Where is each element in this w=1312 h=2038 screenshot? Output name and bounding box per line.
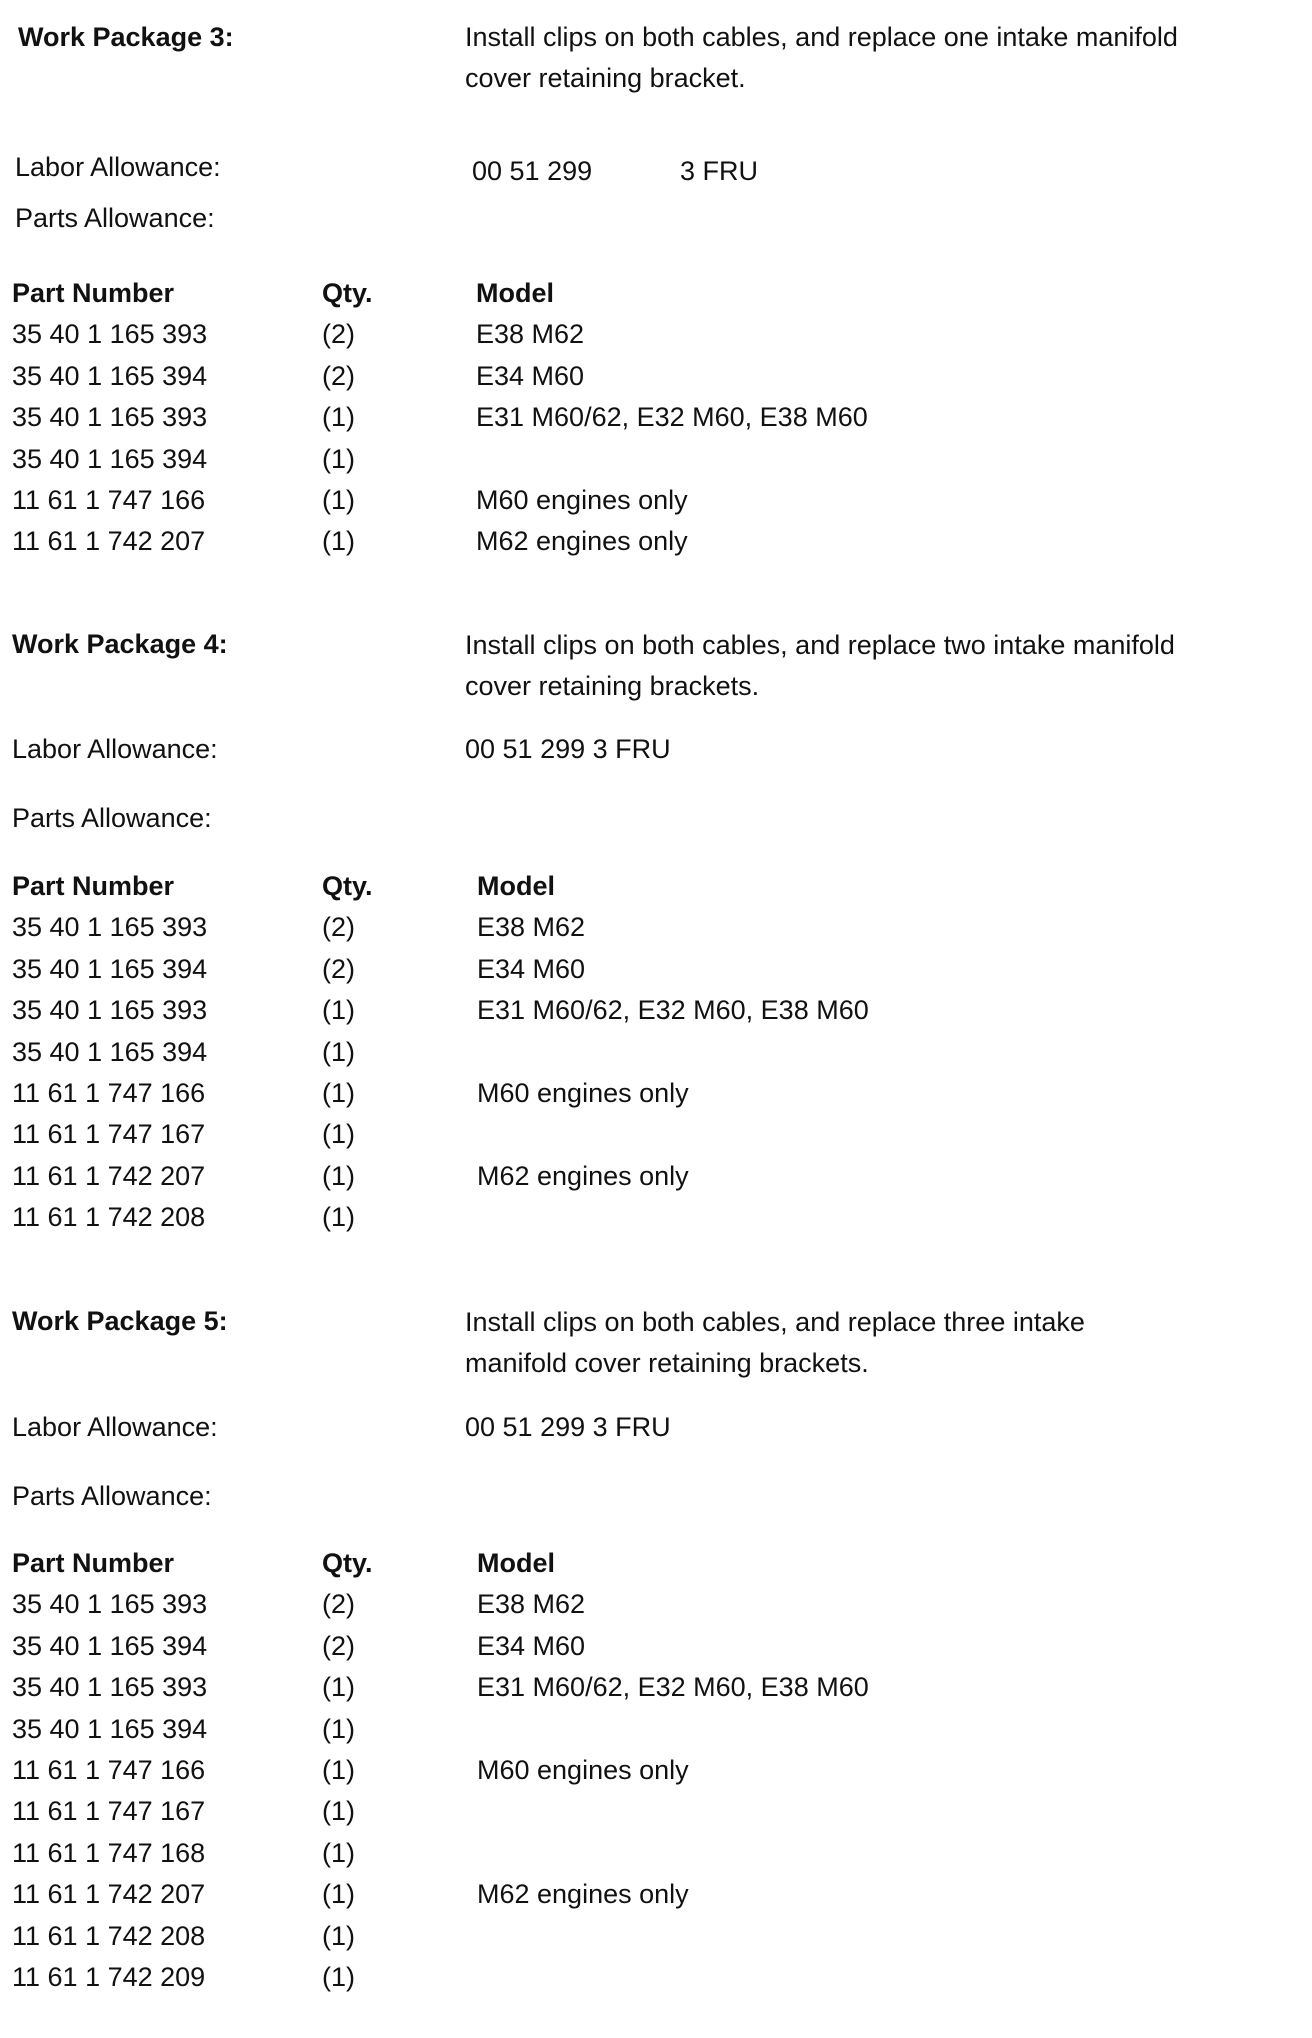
labor-fru: 3 FRU xyxy=(680,156,759,186)
model-cell: M62 engines only xyxy=(477,1879,689,1910)
labor-code: 00 51 299 xyxy=(472,156,593,186)
model-cell: E38 M62 xyxy=(477,1589,586,1620)
table-row xyxy=(12,1197,1212,1238)
parts-allowance-label: Parts Allowance: xyxy=(15,203,215,233)
table-row xyxy=(12,1709,1212,1750)
parts-table xyxy=(12,866,1212,1239)
qty-cell: (1) xyxy=(322,526,355,557)
table-row xyxy=(12,1073,1212,1114)
qty-cell: (2) xyxy=(322,360,355,391)
package-description xyxy=(465,625,1265,707)
description-line: Install clips on both cables, and replace three intake xyxy=(465,1307,1085,1337)
column-header-model: Model xyxy=(477,871,555,901)
qty-cell: (1) xyxy=(322,1119,355,1150)
package-description xyxy=(465,1302,1265,1384)
model-cell: E34 M60 xyxy=(477,1630,586,1661)
labor-allowance-label: Labor Allowance: xyxy=(15,152,221,182)
part-number-cell: 35 40 1 165 394 xyxy=(12,1713,208,1744)
qty-cell: (1) xyxy=(322,1036,355,1067)
model-cell: M60 engines only xyxy=(477,1754,689,1785)
part-number-cell: 11 61 1 747 167 xyxy=(12,1119,206,1150)
model-cell: M62 engines only xyxy=(476,526,688,557)
description-line: cover retaining bracket. xyxy=(465,63,746,93)
table-row xyxy=(12,1750,1212,1791)
parts-table xyxy=(12,273,1212,563)
model-cell: M60 engines only xyxy=(476,484,688,515)
qty-cell: (2) xyxy=(322,1589,355,1620)
column-header-part-number: Part Number xyxy=(12,278,175,308)
labor-value: 00 51 299 3 FRU xyxy=(465,1412,671,1442)
qty-cell: (1) xyxy=(322,1160,355,1191)
qty-cell: (2) xyxy=(322,1630,355,1661)
table-row xyxy=(12,949,1212,990)
model-cell: E34 M60 xyxy=(477,953,586,984)
qty-cell: (1) xyxy=(322,1961,355,1992)
qty-cell: (1) xyxy=(322,1672,355,1703)
part-number-cell: 35 40 1 165 393 xyxy=(12,1589,208,1620)
table-row xyxy=(12,356,1212,397)
table-row xyxy=(12,1032,1212,1073)
description-line: cover retaining brackets. xyxy=(465,671,760,701)
package-title: Work Package 3: xyxy=(18,22,234,52)
qty-cell: (1) xyxy=(322,1920,355,1951)
part-number-cell: 11 61 1 742 207 xyxy=(12,1160,206,1191)
part-number-cell: 35 40 1 165 394 xyxy=(12,1036,208,1067)
column-header-model: Model xyxy=(476,278,554,308)
model-cell: M60 engines only xyxy=(477,1077,689,1108)
table-row xyxy=(12,1916,1212,1957)
package-title: Work Package 5: xyxy=(12,1306,228,1336)
part-number-cell: 35 40 1 165 393 xyxy=(12,319,208,350)
qty-cell: (2) xyxy=(322,912,355,943)
parts-allowance-label: Parts Allowance: xyxy=(12,803,212,833)
model-cell: M62 engines only xyxy=(477,1160,689,1191)
part-number-cell: 35 40 1 165 393 xyxy=(12,402,208,433)
part-number-cell: 11 61 1 747 166 xyxy=(12,1077,206,1108)
table-row xyxy=(12,521,1212,562)
qty-cell: (1) xyxy=(322,1713,355,1744)
parts-allowance-label: Parts Allowance: xyxy=(12,1481,212,1511)
table-body xyxy=(12,907,1212,1238)
table-header-row xyxy=(12,1543,1212,1584)
table-row xyxy=(12,1667,1212,1708)
table-row xyxy=(12,1791,1212,1832)
table-row xyxy=(12,907,1212,948)
part-number-cell: 35 40 1 165 393 xyxy=(12,1672,208,1703)
qty-cell: (1) xyxy=(322,1879,355,1910)
table-row xyxy=(12,439,1212,480)
qty-cell: (2) xyxy=(322,319,355,350)
column-header-qty: Qty. xyxy=(322,278,373,308)
table-header-row xyxy=(12,273,1212,314)
part-number-cell: 35 40 1 165 394 xyxy=(12,953,208,984)
table-header-row xyxy=(12,866,1212,907)
qty-cell: (1) xyxy=(322,1837,355,1868)
qty-cell: (2) xyxy=(322,953,355,984)
model-cell: E38 M62 xyxy=(477,912,586,943)
column-header-qty: Qty. xyxy=(322,871,373,901)
part-number-cell: 11 61 1 747 167 xyxy=(12,1796,206,1827)
labor-allowance-label: Labor Allowance: xyxy=(12,1412,218,1442)
table-body xyxy=(12,1584,1212,1998)
table-row xyxy=(12,1584,1212,1625)
description-line: Install clips on both cables, and replace two intake manifold xyxy=(465,630,1175,660)
qty-cell: (1) xyxy=(322,443,355,474)
table-row xyxy=(12,990,1212,1031)
qty-cell: (1) xyxy=(322,1796,355,1827)
table-row xyxy=(12,1957,1212,1998)
part-number-cell: 35 40 1 165 393 xyxy=(12,912,208,943)
package-description xyxy=(465,17,1265,99)
qty-cell: (1) xyxy=(322,402,355,433)
package-title: Work Package 4: xyxy=(12,629,228,659)
part-number-cell: 11 61 1 747 168 xyxy=(12,1837,206,1868)
part-number-cell: 35 40 1 165 394 xyxy=(12,443,208,474)
table-row xyxy=(12,1874,1212,1915)
model-cell: E34 M60 xyxy=(476,360,585,391)
table-row xyxy=(12,397,1212,438)
labor-allowance-label: Labor Allowance: xyxy=(12,734,218,764)
column-header-part-number: Part Number xyxy=(12,871,175,901)
qty-cell: (1) xyxy=(322,1077,355,1108)
model-cell: E38 M62 xyxy=(476,319,585,350)
description-line: manifold cover retaining brackets. xyxy=(465,1348,869,1378)
part-number-cell: 35 40 1 165 394 xyxy=(12,1630,208,1661)
part-number-cell: 11 61 1 747 166 xyxy=(12,1754,206,1785)
model-cell: E31 M60/62, E32 M60, E38 M60 xyxy=(477,995,869,1026)
labor-value: 00 51 299 3 FRU xyxy=(465,734,671,764)
table-row xyxy=(12,1156,1212,1197)
table-row xyxy=(12,1833,1212,1874)
part-number-cell: 11 61 1 747 166 xyxy=(12,484,206,515)
qty-cell: (1) xyxy=(322,1754,355,1785)
table-row xyxy=(12,1626,1212,1667)
qty-cell: (1) xyxy=(322,995,355,1026)
column-header-model: Model xyxy=(477,1548,555,1578)
parts-table xyxy=(12,1543,1212,1998)
table-body xyxy=(12,314,1212,562)
part-number-cell: 11 61 1 742 208 xyxy=(12,1920,206,1951)
part-number-cell: 11 61 1 742 207 xyxy=(12,1879,206,1910)
column-header-part-number: Part Number xyxy=(12,1548,175,1578)
qty-cell: (1) xyxy=(322,484,355,515)
part-number-cell: 35 40 1 165 393 xyxy=(12,995,208,1026)
model-cell: E31 M60/62, E32 M60, E38 M60 xyxy=(476,402,868,433)
part-number-cell: 35 40 1 165 394 xyxy=(12,360,208,391)
model-cell: E31 M60/62, E32 M60, E38 M60 xyxy=(477,1672,869,1703)
table-row xyxy=(12,314,1212,355)
table-row xyxy=(12,1114,1212,1155)
part-number-cell: 11 61 1 742 209 xyxy=(12,1961,206,1992)
qty-cell: (1) xyxy=(322,1202,355,1233)
part-number-cell: 11 61 1 742 208 xyxy=(12,1202,206,1233)
part-number-cell: 11 61 1 742 207 xyxy=(12,526,206,557)
description-line: Install clips on both cables, and replace one intake manifold xyxy=(465,22,1178,52)
table-row xyxy=(12,480,1212,521)
column-header-qty: Qty. xyxy=(322,1548,373,1578)
